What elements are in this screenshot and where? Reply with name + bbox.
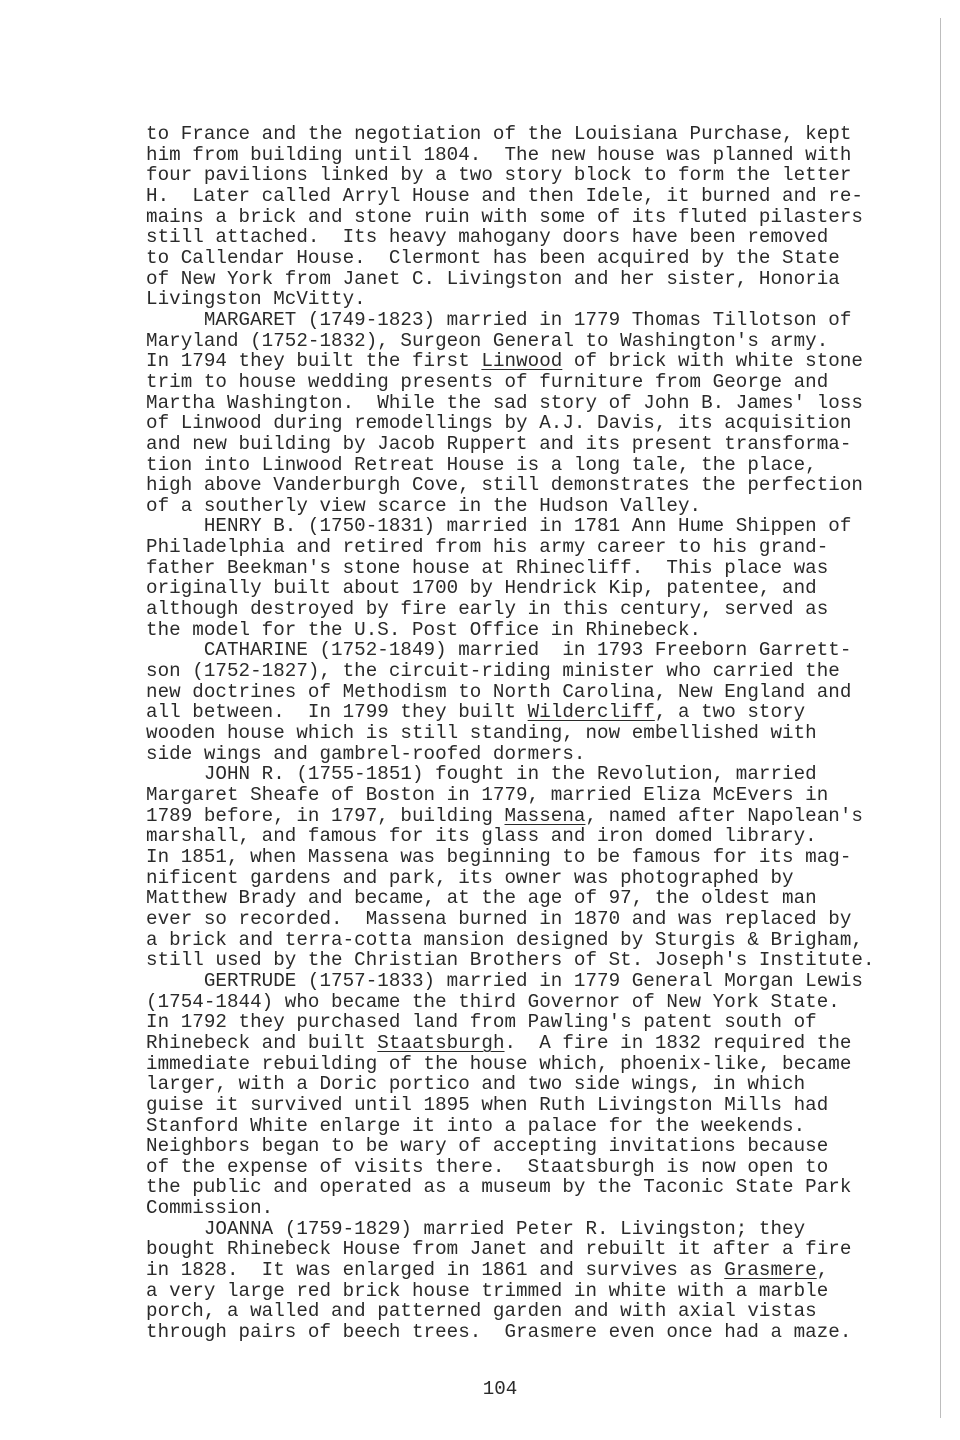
text-segment: the model for the U.S. Post Office in Rhinebeck.: [146, 618, 702, 641]
text-segment: ,: [816, 1259, 829, 1282]
text-segment: through pairs of beech trees. Grasmere even once had a maze.: [146, 1321, 852, 1344]
underlined-house-name: Grasmere: [724, 1259, 817, 1282]
text-line: [146, 578, 936, 599]
text-line: [146, 537, 936, 558]
text-line: [146, 620, 936, 641]
text-segment: a very large red brick house trimmed in white with a marble: [146, 1279, 829, 1302]
text-line: [146, 682, 936, 703]
text-segment: to Callendar House. Clermont has been acquired by the State: [146, 246, 840, 269]
text-line: [146, 227, 936, 248]
text-line: [146, 1260, 936, 1281]
text-segment: tion into Linwood Retreat House is a long tale, the place,: [146, 453, 817, 476]
text-line: [146, 310, 936, 331]
text-line: [146, 702, 936, 723]
text-segment: Neighbors began to be wary of accepting invitations because: [146, 1135, 829, 1158]
text-line: [146, 434, 936, 455]
text-segment: Martha Washington. While the sad story of John B. James' loss: [146, 391, 863, 414]
text-line: [146, 475, 936, 496]
text-line: [146, 1136, 936, 1157]
underlined-house-name: Linwood: [481, 350, 563, 373]
text-segment: (1754-1844) who became the third Governor of New York State.: [146, 990, 840, 1013]
text-segment: MARGARET (1749-1823) married in 1779 Thomas Tillotson of: [146, 308, 852, 331]
text-line: [146, 124, 936, 145]
text-line: [146, 847, 936, 868]
text-line: [146, 413, 936, 434]
text-segment: of New York from Janet C. Livingston and her sister, Honoria: [146, 267, 840, 290]
text-segment: larger, with a Doric portico and two side wings, in which: [146, 1073, 806, 1096]
text-line: [146, 1239, 936, 1260]
text-line: [146, 269, 936, 290]
text-line: [146, 1301, 936, 1322]
text-segment: In 1851, when Massena was beginning to be famous for its mag-: [146, 845, 852, 868]
text-line: [146, 888, 936, 909]
text-line: [146, 950, 936, 971]
text-segment: Livingston McVitty.: [146, 288, 366, 311]
text-segment: in 1828. It was enlarged in 1861 and survives as: [146, 1259, 725, 1282]
text-line: [146, 145, 936, 166]
text-segment: Stanford White enlarge it into a palace for the weekends.: [146, 1114, 806, 1137]
text-line: [146, 1198, 936, 1219]
text-segment: originally built about 1700 by Hendrick Kip, patentee, and: [146, 577, 817, 600]
text-segment: to France and the negotiation of the Louisiana Purchase, kept: [146, 123, 852, 145]
text-segment: ever so recorded. Massena burned in 1870 and was replaced by: [146, 907, 852, 930]
text-segment: marshall, and famous for its glass and iron domed library.: [146, 825, 817, 848]
text-line: [146, 558, 936, 579]
text-segment: still attached. Its heavy mahogany doors have been removed: [146, 226, 829, 249]
text-segment: new doctrines of Methodism to North Carolina, New England and: [146, 680, 852, 703]
text-segment: four pavilions linked by a two story block to form the letter: [146, 164, 852, 187]
text-segment: , named after Napolean's: [585, 804, 863, 827]
text-line: [146, 1322, 936, 1343]
text-line: [146, 248, 936, 269]
text-line: [146, 1219, 936, 1240]
text-segment: Margaret Sheafe of Boston in 1779, married Eliza McEvers in: [146, 784, 829, 806]
text-segment: son (1752-1827), the circuit-riding minister who carried the: [146, 660, 840, 683]
text-segment: father Beekman's stone house at Rhinecliff. This place was: [146, 556, 829, 579]
text-line: [146, 186, 936, 207]
page-edge-divider: [940, 18, 941, 1418]
text-line: [146, 1054, 936, 1075]
text-line: [146, 744, 936, 765]
page-number: 104: [482, 1378, 518, 1400]
text-segment: immediate rebuilding of the house which, phoenix-like, became: [146, 1052, 852, 1075]
text-line: [146, 393, 936, 414]
text-line: [146, 1281, 936, 1302]
text-segment: GERTRUDE (1757-1833) married in 1779 General Morgan Lewis: [146, 969, 863, 992]
text-segment: H. Later called Arryl House and then Idele, it burned and re-: [146, 184, 863, 207]
text-line: [146, 1012, 936, 1033]
text-segment: CATHARINE (1752-1849) married in 1793 Freeborn Garrett-: [146, 639, 852, 662]
text-line: [146, 455, 936, 476]
text-segment: , a two story: [654, 701, 806, 724]
text-segment: him from building until 1804. The new house was planned with: [146, 143, 852, 166]
text-segment: nificent gardens and park, its owner was photographed by: [146, 866, 794, 889]
text-line: [146, 516, 936, 537]
text-line: [146, 992, 936, 1013]
text-line: [146, 806, 936, 827]
text-line: [146, 930, 936, 951]
text-segment: guise it survived until 1895 when Ruth Livingston Mills had: [146, 1093, 829, 1116]
text-line: [146, 599, 936, 620]
text-line: [146, 165, 936, 186]
text-segment: of the expense of visits there. Staatsburgh is now open to: [146, 1155, 829, 1178]
text-line: [146, 826, 936, 847]
text-line: [146, 909, 936, 930]
text-segment: side wings and gambrel-roofed dormers.: [146, 742, 586, 765]
text-line: [146, 496, 936, 517]
text-line: [146, 1074, 936, 1095]
text-segment: of Linwood during remodellings by A.J. Davis, its acquisition: [146, 412, 852, 435]
text-line: [146, 1095, 936, 1116]
text-line: [146, 372, 936, 393]
text-line: [146, 785, 936, 806]
text-segment: Matthew Brady and became, at the age of 97, the oldest man: [146, 887, 817, 910]
text-segment: porch, a walled and patterned garden and with axial vistas: [146, 1300, 817, 1323]
text-segment: Philadelphia and retired from his army career to his grand-: [146, 536, 829, 559]
text-segment: Maryland (1752-1832), Surgeon General to Washington's army.: [146, 329, 829, 352]
text-segment: of brick with white stone: [562, 350, 864, 373]
text-segment: bought Rhinebeck House from Janet and rebuilt it after a fire: [146, 1238, 852, 1261]
text-segment: although destroyed by fire early in this century, served as: [146, 598, 829, 621]
text-segment: trim to house wedding presents of furniture from George and: [146, 370, 829, 393]
text-line: [146, 351, 936, 372]
text-segment: . A fire in 1832 required the: [504, 1031, 852, 1054]
text-line: [146, 661, 936, 682]
text-segment: the public and operated as a museum by the Taconic State Park: [146, 1176, 852, 1199]
underlined-house-name: Wildercliff: [527, 701, 655, 724]
body-text: [146, 124, 936, 1343]
text-segment: Rhinebeck and built: [146, 1031, 378, 1054]
text-segment: high above Vanderburgh Cove, still demonstrates the perfection: [146, 474, 863, 497]
text-segment: JOANNA (1759-1829) married Peter R. Livingston; they: [146, 1217, 806, 1240]
text-line: [146, 764, 936, 785]
text-line: [146, 289, 936, 310]
text-segment: wooden house which is still standing, now embellished with: [146, 722, 817, 745]
text-segment: of a southerly view scarce in the Hudson Valley.: [146, 494, 702, 517]
text-segment: HENRY B. (1750-1831) married in 1781 Ann Hume Shippen of: [146, 515, 852, 538]
underlined-house-name: Massena: [504, 804, 586, 827]
text-line: [146, 1157, 936, 1178]
text-segment: still used by the Christian Brothers of St. Joseph's Institute.: [146, 949, 875, 972]
underlined-house-name: Staatsburgh: [377, 1031, 505, 1054]
text-segment: JOHN R. (1755-1851) fought in the Revolution, married: [146, 763, 817, 786]
text-segment: all between. In 1799 they built: [146, 701, 528, 724]
text-line: [146, 971, 936, 992]
text-segment: Commission.: [146, 1197, 274, 1220]
text-line: [146, 207, 936, 228]
text-line: [146, 868, 936, 889]
text-line: [146, 1033, 936, 1054]
text-segment: a brick and terra-cotta mansion designed by Sturgis & Brigham,: [146, 928, 863, 951]
text-segment: In 1794 they built the first: [146, 350, 482, 373]
text-line: [146, 331, 936, 352]
text-line: [146, 640, 936, 661]
text-segment: mains a brick and stone ruin with some of its fluted pilasters: [146, 205, 863, 228]
text-line: [146, 1116, 936, 1137]
text-segment: In 1792 they purchased land from Pawling's patent south of: [146, 1011, 817, 1034]
text-line: [146, 1177, 936, 1198]
text-segment: 1789 before, in 1797, building: [146, 804, 505, 827]
text-line: [146, 723, 936, 744]
text-segment: and new building by Jacob Ruppert and its present transforma-: [146, 432, 852, 455]
